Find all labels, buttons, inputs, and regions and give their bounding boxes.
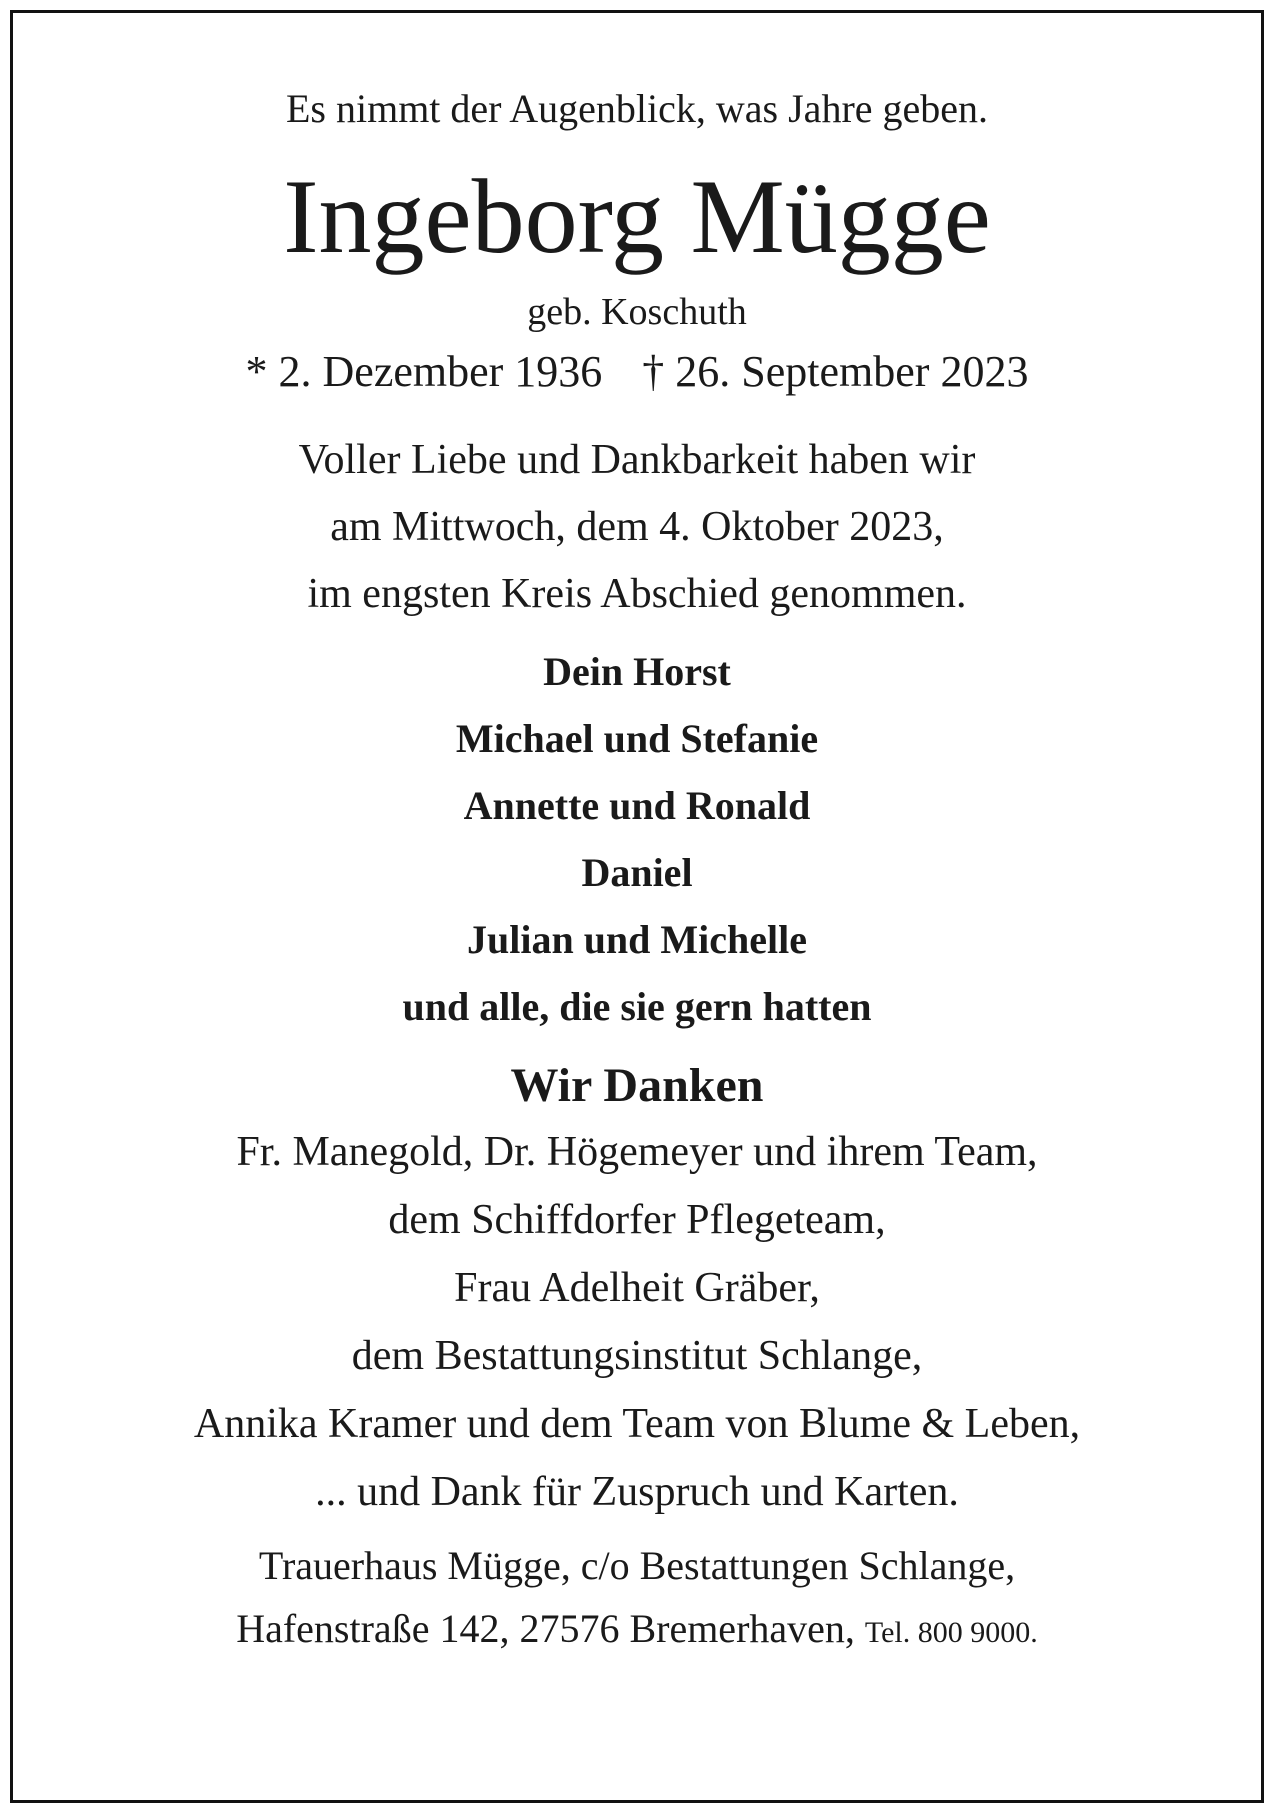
motto: Es nimmt der Augenblick, was Jahre geben. bbox=[285, 86, 989, 131]
address-line-1: Trauerhaus Mügge, c/o Bestattungen Schlange, bbox=[258, 1543, 1016, 1588]
message-line: Voller Liebe und Dankbarkeit haben wir bbox=[298, 437, 976, 483]
death-date: † 26. September 2023 bbox=[642, 347, 1029, 396]
message-line: im engsten Kreis Abschied genommen. bbox=[307, 571, 967, 617]
mourner: Daniel bbox=[581, 850, 693, 895]
address-line-2 bbox=[13, 1597, 1261, 1664]
mourning-address bbox=[13, 1534, 1261, 1664]
birth-date: * 2. Dezember 1936 bbox=[245, 347, 603, 396]
mourner: und alle, die sie gern hatten bbox=[402, 984, 872, 1029]
mourners-list bbox=[13, 638, 1261, 1040]
thanks-line: Fr. Manegold, Dr. Högemeyer und ihrem Team, bbox=[236, 1129, 1038, 1175]
telephone: Tel. 800 9000. bbox=[864, 1616, 1038, 1649]
thanks-list bbox=[13, 1118, 1261, 1526]
street-city: Hafenstraße 142, 27576 Bremerhaven, bbox=[236, 1606, 855, 1651]
mourner: Michael und Stefanie bbox=[455, 716, 819, 761]
thanks-line: Annika Kramer und dem Team von Blume & Leben, bbox=[193, 1401, 1081, 1447]
mourner: Julian und Michelle bbox=[466, 917, 808, 962]
deceased-name: Ingeborg Mügge bbox=[283, 158, 991, 275]
thanks-line: dem Bestattungsinstitut Schlange, bbox=[351, 1333, 923, 1379]
thanks-heading: Wir Danken bbox=[510, 1059, 764, 1112]
mourner: Dein Horst bbox=[543, 649, 731, 694]
mourner: Annette und Ronald bbox=[463, 783, 811, 828]
obituary-notice bbox=[13, 13, 1261, 1664]
thanks-line: dem Schiffdorfer Pflegeteam, bbox=[388, 1197, 886, 1243]
thanks-line: ... und Dank für Zuspruch und Karten. bbox=[315, 1469, 959, 1515]
farewell-message bbox=[13, 427, 1261, 628]
maiden-name: geb. Koschuth bbox=[527, 291, 747, 333]
life-dates bbox=[13, 345, 1261, 399]
thanks-line: Frau Adelheit Gräber, bbox=[454, 1265, 820, 1311]
message-line: am Mittwoch, dem 4. Oktober 2023, bbox=[330, 504, 944, 550]
